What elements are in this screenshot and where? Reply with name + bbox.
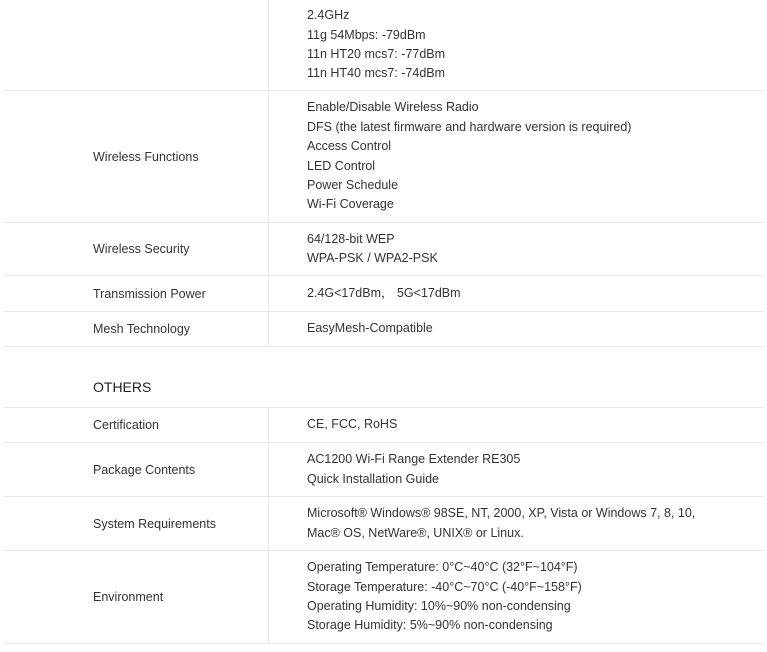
spec-values xyxy=(307,497,695,550)
spec-values xyxy=(307,223,438,275)
spec-value: CE, FCC, RoHS xyxy=(307,417,398,432)
spec-value: Storage Temperature: -40°C~70°C (-40°F~158°F) xyxy=(307,579,582,594)
spec-value: 11g 54Mbps: -79dBm xyxy=(307,27,426,42)
spec-label: Wireless Functions xyxy=(93,149,199,164)
spec-row-transmission-power xyxy=(4,276,763,312)
spec-label: System Requirements xyxy=(93,516,216,531)
spec-values xyxy=(307,551,582,643)
spec-label: Certification xyxy=(93,418,159,432)
spec-label: Mesh Technology xyxy=(93,322,191,336)
spec-row-wireless-functions xyxy=(4,91,763,223)
spec-value: DFS (the latest firmware and hardware version is required) xyxy=(307,119,632,134)
column-divider xyxy=(268,497,269,550)
spec-values xyxy=(307,276,461,311)
spec-row-sensitivity xyxy=(4,0,763,91)
spec-value: Quick Installation Guide xyxy=(307,471,440,486)
column-divider xyxy=(268,443,269,496)
spec-values xyxy=(307,91,631,222)
spec-value: Operating Humidity: 10%~90% non-condensing xyxy=(307,599,571,613)
spec-value: 2.4G<17dBm， 5G<17dBm xyxy=(307,285,461,300)
spec-values xyxy=(307,443,520,496)
spec-value: WPA-PSK / WPA2-PSK xyxy=(307,251,438,265)
spec-value: Access Control xyxy=(307,139,392,154)
column-divider xyxy=(268,276,269,311)
spec-label: Wireless Security xyxy=(93,242,190,256)
spec-value: 64/128-bit WEP xyxy=(307,231,395,246)
column-divider xyxy=(268,223,269,275)
spec-row-system-requirements xyxy=(4,497,763,551)
spec-value: LED Control xyxy=(307,158,376,173)
spec-row-certification xyxy=(4,407,763,443)
spec-value: Enable/Disable Wireless Radio xyxy=(307,100,479,115)
spec-label: Transmission Power xyxy=(93,286,206,301)
spec-value: Storage Humidity: 5%~90% non-condensing xyxy=(307,618,553,633)
spec-values xyxy=(307,408,397,442)
spec-value: Wi-Fi Coverage xyxy=(307,197,394,212)
column-divider xyxy=(268,551,269,643)
column-divider xyxy=(268,408,269,442)
spec-value: Mac® OS, NetWare®, UNIX® or Linux. xyxy=(307,525,524,540)
spec-row-mesh-technology xyxy=(4,312,763,347)
column-divider xyxy=(268,312,269,346)
spec-value: Power Schedule xyxy=(307,177,399,192)
column-divider xyxy=(268,0,269,90)
spec-values xyxy=(307,312,433,346)
spec-value: AC1200 Wi-Fi Range Extender RE305 xyxy=(307,452,521,467)
column-divider xyxy=(268,91,269,222)
spec-label: Environment xyxy=(93,590,164,604)
spec-row-wireless-security xyxy=(4,223,763,276)
spec-row-environment xyxy=(4,551,763,644)
spec-value: 11n HT40 mcs7: -74dBm xyxy=(307,66,446,81)
spec-label: Package Contents xyxy=(93,462,196,477)
spec-value: Microsoft® Windows® 98SE, NT, 2000, XP, Vista or Windows 7, 8, 10, xyxy=(307,506,696,521)
spec-values xyxy=(307,0,445,90)
spec-value: 11n HT20 mcs7: -77dBm xyxy=(307,47,446,61)
spec-value: EasyMesh-Compatible xyxy=(307,321,433,336)
spec-value: Operating Temperature: 0°C~40°C (32°F~104°F) xyxy=(307,560,578,575)
spec-row-package-contents xyxy=(4,443,763,497)
section-title-others: OTHERS xyxy=(93,379,152,395)
spec-value: 2.4GHz xyxy=(307,8,350,23)
